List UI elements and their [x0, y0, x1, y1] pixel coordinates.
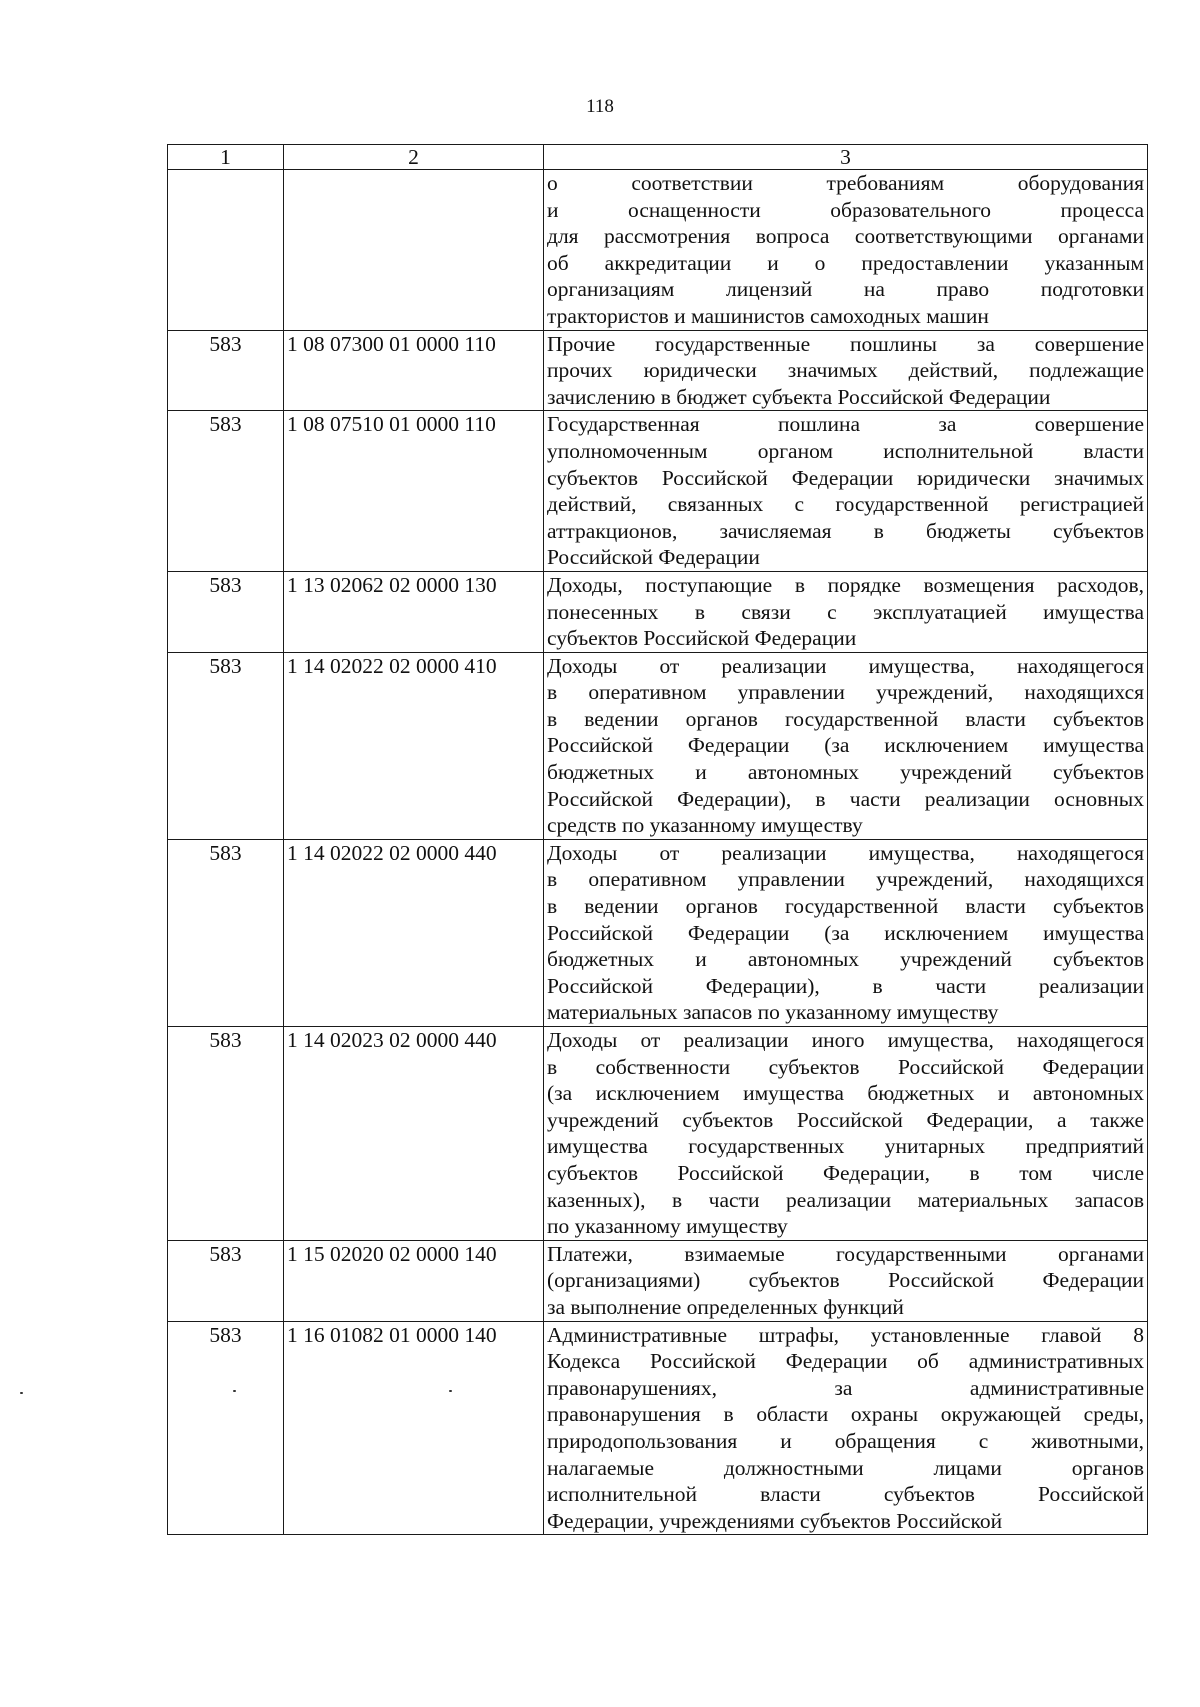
description-line: Доходы от реализации иного имущества, находящегося: [547, 1028, 1144, 1052]
revenue-description-cell: [544, 1321, 1148, 1535]
description-line: (организациями) субъектов Российской Федерации: [547, 1268, 1144, 1293]
table-row: [168, 330, 1148, 411]
budget-classification-code-cell: 1 08 07300 01 0000 110: [284, 330, 544, 411]
description-line: трактористов и машинистов самоходных машин: [547, 303, 989, 328]
table-row: [168, 571, 1148, 652]
description-line: за выполнение определенных функций: [547, 1294, 904, 1319]
description-line: субъектов Российской Федерации юридически значимых: [547, 465, 1144, 490]
column-header-3: 3: [544, 145, 1148, 170]
revenue-description-cell: [544, 1240, 1148, 1321]
description-line: Государственная пошлина за совершение: [547, 412, 1144, 437]
description-line: имущества государственных унитарных предприятий: [547, 1134, 1144, 1159]
description-line: учреждений субъектов Российской Федерации, а также: [547, 1107, 1144, 1132]
description-line: Административные штрафы, установленные главой 8: [547, 1322, 1144, 1347]
description-line: бюджетных и автономных учреждений субъектов: [547, 760, 1144, 785]
description-line: для рассмотрения вопроса соответствующими органами: [547, 224, 1144, 249]
table-row: [168, 1321, 1148, 1535]
description-line: Доходы от реализации имущества, находящегося: [547, 653, 1144, 678]
description-line: об аккредитации и о предоставлении указанным: [547, 250, 1144, 275]
revenue-description-cell: [544, 170, 1148, 331]
admin-code-cell: 583: [168, 411, 284, 572]
budget-classification-code-cell: 1 16 01082 01 0000 140: [284, 1321, 544, 1535]
description-line: налагаемые должностными лицами органов: [547, 1455, 1144, 1480]
column-header-1: 1: [168, 145, 284, 170]
revenue-description-cell: [544, 652, 1148, 839]
description-line: Российской Федерации (за исключением имущества: [547, 920, 1144, 945]
description-line: Доходы от реализации имущества, находящегося: [547, 840, 1144, 865]
budget-classification-code-cell: 1 15 02020 02 0000 140: [284, 1240, 544, 1321]
admin-code-cell: 583: [168, 1027, 284, 1241]
description-line: в оперативном управлении учреждений, находящихся: [547, 867, 1144, 892]
description-line: в ведении органов государственной власти субъектов: [547, 894, 1144, 919]
budget-classification-code-cell: 1 08 07510 01 0000 110: [284, 411, 544, 572]
admin-code-cell: [168, 170, 284, 331]
budget-classification-code-cell: 1 14 02023 02 0000 440: [284, 1027, 544, 1241]
description-line: (за исключением имущества бюджетных и автономных: [547, 1081, 1144, 1106]
admin-code-cell: 583: [168, 1240, 284, 1321]
description-line: правонарушениях, за административные: [547, 1375, 1144, 1400]
revenue-description-cell: [544, 330, 1148, 411]
description-line: Платежи, взимаемые государственными органами: [547, 1241, 1144, 1266]
description-line: субъектов Российской Федерации, в том числе: [547, 1160, 1144, 1185]
budget-classification-code-cell: 1 14 02022 02 0000 440: [284, 839, 544, 1026]
description-line: в оперативном управлении учреждений, находящихся: [547, 680, 1144, 705]
budget-classification-code-cell: [284, 170, 544, 331]
description-line: аттракционов, зачисляемая в бюджеты субъектов: [547, 518, 1144, 543]
admin-code-cell: 583: [168, 571, 284, 652]
description-line: в ведении органов государственной власти субъектов: [547, 706, 1144, 731]
revenue-description-cell: [544, 1027, 1148, 1241]
table-row: [168, 1027, 1148, 1241]
admin-code-cell: 583: [168, 1321, 284, 1535]
page-number: 118: [586, 96, 614, 117]
table-row: [168, 1240, 1148, 1321]
table-row: [168, 411, 1148, 572]
table-body: [168, 170, 1148, 1535]
revenue-description-cell: [544, 839, 1148, 1026]
description-line: действий, связанных с государственной регистрацией: [547, 492, 1144, 517]
description-line: Федерации, учреждениями субъектов Российской: [547, 1508, 1003, 1533]
admin-code-cell: 583: [168, 330, 284, 411]
description-line: прочих юридически значимых действий, подлежащие: [547, 358, 1144, 383]
description-line: правонарушения в области охраны окружающей среды,: [547, 1402, 1144, 1427]
description-line: бюджетных и автономных учреждений субъектов: [547, 947, 1144, 972]
description-line: о соответствии требованиям оборудования: [547, 171, 1144, 195]
description-line: исполнительной власти субъектов Российской: [547, 1482, 1144, 1507]
budget-codes-table: [167, 144, 1148, 1535]
description-line: зачислению в бюджет субъекта Российской Федерации: [547, 384, 1051, 409]
admin-code-cell: 583: [168, 839, 284, 1026]
budget-classification-code-cell: 1 13 02062 02 0000 130: [284, 571, 544, 652]
table-row: [168, 839, 1148, 1026]
description-line: материальных запасов по указанному имуществу: [547, 1000, 999, 1025]
description-line: понесенных в связи с эксплуатацией имущества: [547, 599, 1144, 624]
admin-code-cell: 583: [168, 652, 284, 839]
description-line: Прочие государственные пошлины за совершение: [547, 331, 1144, 356]
table-row: [168, 170, 1148, 331]
description-line: Российской Федерации), в части реализации основных: [547, 786, 1144, 811]
description-line: в собственности субъектов Российской Федерации: [547, 1054, 1144, 1079]
description-line: субъектов Российской Федерации: [547, 626, 857, 651]
description-line: и оснащенности образовательного процесса: [547, 197, 1144, 222]
description-line: Российской Федерации), в части реализации: [547, 973, 1144, 998]
table-row: [168, 652, 1148, 839]
description-line: Российской Федерации (за исключением имущества: [547, 733, 1144, 758]
description-line: по указанному имуществу: [547, 1214, 788, 1239]
scan-speck: [449, 1390, 452, 1392]
description-line: Кодекса Российской Федерации об административных: [547, 1349, 1144, 1374]
description-line: организациям лицензий на право подготовки: [547, 277, 1144, 302]
description-line: природопользования и обращения с животными,: [547, 1428, 1144, 1453]
table-header-row: [168, 145, 1148, 170]
description-line: уполномоченным органом исполнительной власти: [547, 438, 1144, 463]
description-line: казенных), в части реализации материальных запасов: [547, 1187, 1144, 1212]
scan-speck: [233, 1390, 236, 1392]
description-line: Российской Федерации: [547, 545, 760, 570]
description-line: средств по указанному имуществу: [547, 813, 863, 838]
column-header-2: 2: [284, 145, 544, 170]
revenue-description-cell: [544, 571, 1148, 652]
revenue-description-cell: [544, 411, 1148, 572]
scan-speck: [20, 1392, 23, 1394]
budget-classification-code-cell: 1 14 02022 02 0000 410: [284, 652, 544, 839]
description-line: Доходы, поступающие в порядке возмещения расходов,: [547, 572, 1144, 597]
